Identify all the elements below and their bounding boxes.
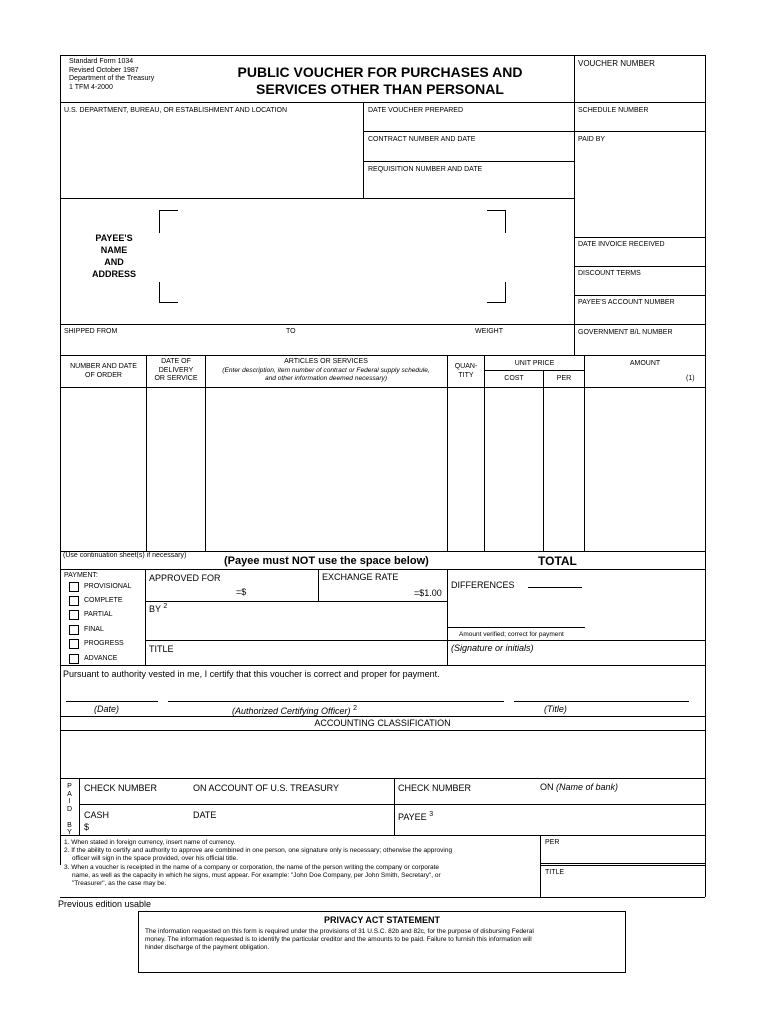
total-field[interactable] <box>585 552 705 569</box>
payee-address-field[interactable] <box>160 210 505 302</box>
rule <box>79 804 705 805</box>
paid-letter: B <box>67 821 72 829</box>
payee-text: PAYEE <box>398 812 427 822</box>
payee-line: PAYEE'S <box>95 233 133 243</box>
note-line: "Treasurer", as the case may be. <box>72 880 167 888</box>
accounting-heading: ACCOUNTING CLASSIFICATION <box>314 718 451 728</box>
department-field[interactable] <box>61 118 363 198</box>
payee-sign-label <box>398 809 433 823</box>
previous-edition: Previous edition usable <box>58 899 152 909</box>
col-articles-header <box>205 358 447 384</box>
voucher-number-label: VOUCHER NUMBER <box>578 59 655 68</box>
differences-label: DIFFERENCES <box>451 580 515 590</box>
corner-mark <box>159 282 178 303</box>
final-label: FINAL <box>84 626 104 633</box>
privacy-line: The information requested on this form is required under the provisions of 31 U.S.C. 82b and 82c, for the purpose of disbursing Federal <box>145 928 534 935</box>
by-signature-field[interactable] <box>170 602 446 639</box>
col-header-line: DELIVERY <box>158 366 194 374</box>
col-per-header: PER <box>556 375 572 382</box>
contract-label: CONTRACT NUMBER AND DATE <box>368 136 476 143</box>
payee-sup: 3 <box>429 811 434 818</box>
partial-checkbox[interactable] <box>69 610 79 620</box>
shipped-from-label: SHIPPED FROM <box>64 328 118 335</box>
weight-label: WEIGHT <box>475 328 503 335</box>
discount-terms-label: DISCOUNT TERMS <box>578 270 641 277</box>
rule <box>540 835 541 865</box>
bank-name-text: (Name of bank) <box>556 782 619 792</box>
rule <box>363 102 364 198</box>
signature-label: (Signature or initials) <box>451 643 534 653</box>
form-line: 1 TFM 4-2000 <box>69 83 113 91</box>
form-line: Department of the Treasury <box>69 75 155 82</box>
by-label <box>149 601 167 615</box>
rule <box>60 569 705 570</box>
title-line <box>514 701 689 702</box>
exchange-rate-value: =$1.00 <box>414 588 442 598</box>
col-amount-header: AMOUNT <box>629 360 661 367</box>
rule <box>60 324 705 325</box>
total-label: TOTAL <box>538 554 577 568</box>
rule <box>60 665 705 666</box>
rule <box>363 161 575 162</box>
check-number-2-label: CHECK NUMBER <box>398 783 472 793</box>
payee-line: ADDRESS <box>91 269 136 279</box>
gov-bl-label: GOVERNMENT B/L NUMBER <box>578 329 673 336</box>
rule <box>60 835 705 836</box>
officer-text: (Authorized Certifying Officer) <box>232 706 351 716</box>
paid-letter: P <box>67 783 72 790</box>
date-label: DATE <box>193 810 217 820</box>
officer-line <box>168 701 504 702</box>
department-label: U.S. DEPARTMENT, BUREAU, OR ESTABLISHMENT AND LOCATION <box>64 107 288 114</box>
form-id-block <box>69 58 154 92</box>
rule <box>705 865 706 897</box>
approved-for-label: APPROVED FOR <box>149 573 221 583</box>
rule <box>60 55 705 56</box>
date-prepared-label: DATE VOUCHER PREPARED <box>368 107 464 114</box>
per-label: PER <box>545 839 560 846</box>
payee-notice: (Payee must NOT use the space below) <box>224 555 429 567</box>
col-header-line: (Enter description, item number of contract or Federal supply schedule, <box>222 366 430 374</box>
advance-checkbox[interactable] <box>69 654 79 664</box>
rule <box>540 863 705 864</box>
rule <box>575 295 705 296</box>
provisional-label: PROVISIONAL <box>84 583 132 590</box>
corner-mark <box>159 210 178 233</box>
privacy-line: hinder discharge of the payment obligation. <box>145 944 270 952</box>
rule <box>145 640 705 641</box>
continuation-note: (Use continuation sheet(s) if necessary) <box>63 552 187 559</box>
payee-label <box>80 232 148 280</box>
col-header-line: OF ORDER <box>85 371 122 379</box>
bank-label <box>540 782 618 793</box>
paid-letter: Y <box>67 829 72 837</box>
approved-dollar: =$ <box>236 587 247 597</box>
paid-letter: A <box>67 790 72 798</box>
rule <box>447 627 585 628</box>
form-line: Standard Form 1034 <box>69 58 134 65</box>
note-line: 3. When a voucher is receipted in the name of a company or corporation, the name of the person writing the company or corporate <box>64 863 440 871</box>
col-header-line: TITY <box>458 371 474 379</box>
provisional-checkbox[interactable] <box>69 582 79 592</box>
col-order-header <box>61 363 146 380</box>
rule <box>318 569 319 601</box>
rule <box>60 102 705 103</box>
note-line: 2. If the ability to certify and authority to approve are combined in one person, one signature only is necessary; otherwise the approving <box>64 847 453 855</box>
rule <box>60 198 575 199</box>
form-line: Revised October 1987 <box>69 66 139 74</box>
paid-letter-spacer <box>61 814 78 822</box>
complete-checkbox[interactable] <box>69 596 79 606</box>
date-invoice-label: DATE INVOICE RECEIVED <box>578 241 665 248</box>
col-cost-header: COST <box>504 375 524 382</box>
rule <box>705 55 706 865</box>
advance-label: ADVANCE <box>84 655 118 662</box>
corner-mark <box>487 210 506 233</box>
payee-line: NAME <box>100 245 128 255</box>
rule <box>60 355 705 356</box>
rule <box>60 778 705 779</box>
rule <box>79 778 80 835</box>
complete-label: COMPLETE <box>84 597 123 604</box>
certify-statement: Pursuant to authority vested in me, I certify that this voucher is correct and proper for payment. <box>63 669 440 679</box>
certify-date-label: (Date) <box>94 704 120 714</box>
payee-account-label: PAYEE'S ACCOUNT NUMBER <box>578 299 675 306</box>
rule <box>575 237 705 238</box>
amount-verified-label: Amount verified; correct for payment <box>459 631 564 638</box>
notes-block <box>64 839 538 888</box>
note-line: 1. When stated in foreign currency, insert name of currency. <box>64 839 236 846</box>
on-text: ON <box>540 782 554 792</box>
payee-line: AND <box>104 257 124 267</box>
rule <box>145 569 146 665</box>
col-amount-note: (1) <box>686 375 695 382</box>
cash-dollar: $ <box>84 822 90 832</box>
certify-officer-label <box>232 703 357 717</box>
date-line <box>66 701 158 702</box>
partial-label: PARTIAL <box>84 611 113 618</box>
certify-title-label: (Title) <box>544 704 567 714</box>
requisition-label: REQUISITION NUMBER AND DATE <box>368 166 483 173</box>
check-number-label: CHECK NUMBER <box>84 783 158 793</box>
progress-label: PROGRESS <box>84 640 124 647</box>
paid-letter: D <box>66 806 73 814</box>
payee-signature-field[interactable] <box>440 806 704 834</box>
rule <box>575 266 705 267</box>
paid-letter: I <box>68 798 71 806</box>
page-title <box>200 64 560 98</box>
note-line: name, as well as the capacity in which he signs, must appear. For example: "John Doe Company, per John Smith, Secretary", or <box>72 871 441 879</box>
payment-label: PAYMENT: <box>64 572 98 579</box>
col-delivery-header <box>147 358 205 384</box>
col-quantity-header <box>448 363 484 380</box>
exchange-rate-label: EXCHANGE RATE <box>322 572 399 582</box>
schedule-number-label: SCHEDULE NUMBER <box>578 107 649 114</box>
rule <box>540 865 541 897</box>
rule <box>540 897 705 898</box>
corner-mark <box>487 282 506 303</box>
to-label: TO <box>286 328 296 335</box>
privacy-text <box>145 928 623 953</box>
privacy-line: money. The information requested is to identify the particular creditor and the amounts to be paid. Failure to furnish this information will <box>145 936 532 944</box>
note-line: officer will sign in the space provided, over his official title. <box>72 855 238 863</box>
paid-by-vertical <box>61 783 78 837</box>
title-line: PUBLIC VOUCHER FOR PURCHASES AND <box>237 64 523 80</box>
rule <box>60 897 540 898</box>
rule <box>447 569 448 665</box>
col-header-line: ARTICLES OR SERVICES <box>284 358 368 365</box>
col-header-line: OR SERVICE <box>154 375 198 382</box>
rule <box>540 865 705 866</box>
col-unit-price-header: UNIT PRICE <box>514 360 555 367</box>
items-area[interactable] <box>61 388 705 551</box>
rule <box>394 778 395 835</box>
paid-by-label: PAID BY <box>578 136 606 143</box>
notes-title-label: TITLE <box>545 869 565 876</box>
by-text: BY <box>149 604 161 614</box>
cash-label: CASH <box>84 810 110 820</box>
col-header-line: QUAN- <box>454 363 478 370</box>
differences-line <box>528 587 582 588</box>
col-header-line: NUMBER AND DATE <box>70 363 137 370</box>
rule <box>60 716 705 717</box>
rule <box>363 131 705 132</box>
progress-checkbox[interactable] <box>69 639 79 649</box>
title-line: SERVICES OTHER THAN PERSONAL <box>256 81 504 97</box>
by-sup: 2 <box>163 603 168 610</box>
privacy-heading: PRIVACY ACT STATEMENT <box>323 915 440 925</box>
final-checkbox[interactable] <box>69 625 79 635</box>
col-header-line: and other information deemed necessary) <box>264 375 388 382</box>
officer-sup: 2 <box>353 705 357 712</box>
title-label: TITLE <box>149 644 174 654</box>
rule <box>484 370 584 371</box>
voucher-number-field[interactable] <box>575 70 705 102</box>
accounting-field[interactable] <box>61 731 705 778</box>
treasury-label: ON ACCOUNT OF U.S. TREASURY <box>193 783 340 793</box>
col-header-line: DATE OF <box>161 358 191 365</box>
